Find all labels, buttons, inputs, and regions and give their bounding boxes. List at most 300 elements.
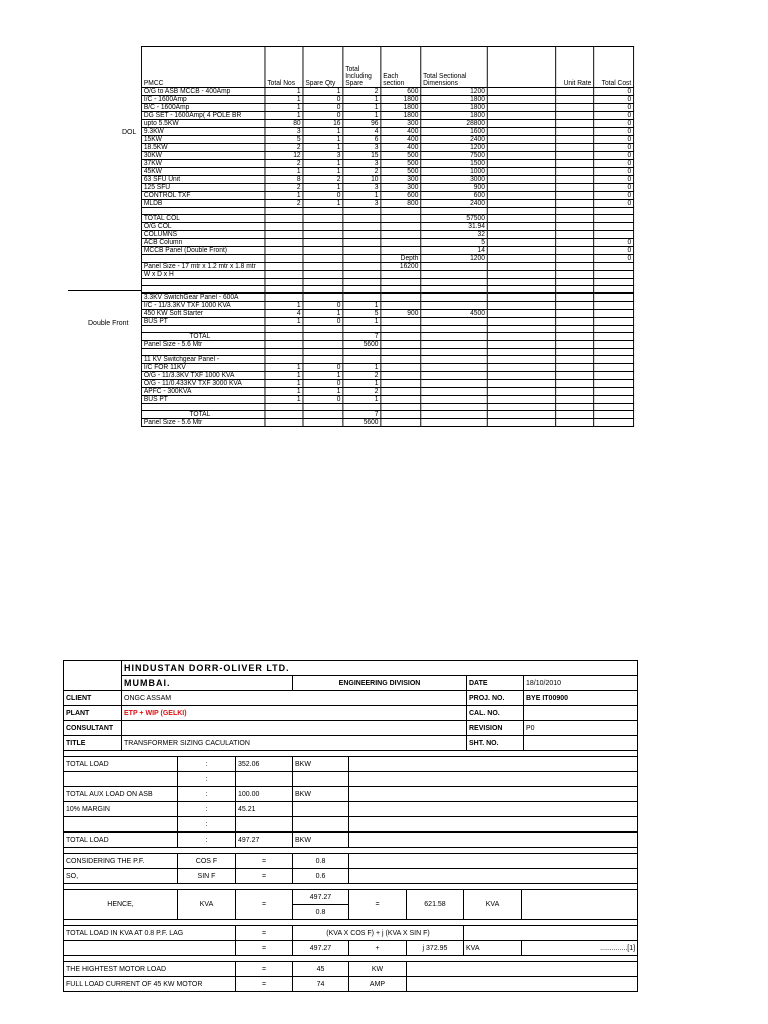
row-cell xyxy=(487,144,555,152)
row-cell: 1 xyxy=(343,380,381,388)
header-total-incl-spare: Total Including Spare xyxy=(343,47,381,88)
row-cell xyxy=(556,223,594,231)
row-cell xyxy=(556,88,594,96)
row-cell: 1000 xyxy=(421,168,488,176)
row-cell xyxy=(556,318,594,326)
row-cell xyxy=(421,302,488,310)
row-cell xyxy=(381,356,421,364)
table-row xyxy=(141,223,633,231)
row-cell xyxy=(381,349,421,356)
row-cell xyxy=(487,255,555,263)
row-cell: 300 xyxy=(381,176,421,184)
table-row xyxy=(141,184,633,192)
row-cell: 1200 xyxy=(421,144,488,152)
row-cell xyxy=(487,168,555,176)
row-cell xyxy=(487,411,555,419)
row-cell: 1200 xyxy=(421,255,488,263)
row-cell xyxy=(343,326,381,333)
row-cell xyxy=(421,271,488,279)
row-cell xyxy=(487,310,555,318)
row-cell xyxy=(487,160,555,168)
row-cell: 5 xyxy=(421,239,488,247)
row-cell: 0 xyxy=(303,96,343,104)
sheet-label: SHT. NO. xyxy=(467,736,524,751)
row-cell xyxy=(594,411,634,419)
row-cell: 4 xyxy=(265,310,303,318)
row-cell: 2 xyxy=(265,160,303,168)
blank-cell xyxy=(349,869,638,884)
row-cell xyxy=(556,341,594,349)
table-row xyxy=(141,364,633,372)
row-cell xyxy=(381,396,421,404)
table-row xyxy=(141,396,633,404)
row-cell: 3 xyxy=(343,160,381,168)
row-cell: 1 xyxy=(265,192,303,200)
row-description xyxy=(141,208,265,215)
aux-load-unit: BKW xyxy=(293,787,349,802)
header-total-cost: Total Cost xyxy=(594,47,634,88)
row-cell xyxy=(381,388,421,396)
row-cell xyxy=(343,255,381,263)
row-cell: 900 xyxy=(381,310,421,318)
row-cell: 4500 xyxy=(421,310,488,318)
row-cell xyxy=(421,318,488,326)
row-cell xyxy=(556,349,594,356)
table-row xyxy=(141,333,633,341)
row-cell: 0 xyxy=(594,168,634,176)
row-cell xyxy=(343,231,381,239)
table-row xyxy=(141,231,633,239)
row-cell xyxy=(487,380,555,388)
row-cell xyxy=(421,341,488,349)
row-cell xyxy=(265,333,303,341)
row-description: DG SET - 1600Amp( 4 POLE BR xyxy=(141,112,265,120)
row-cell xyxy=(303,349,343,356)
table-row xyxy=(141,200,633,208)
colon: : xyxy=(178,787,236,802)
row-description: I/C - 1600Amp xyxy=(141,96,265,104)
total-load2-value: 497.27 xyxy=(236,832,293,848)
row-cell xyxy=(594,310,634,318)
colon: : xyxy=(178,802,236,817)
row-cell xyxy=(556,372,594,380)
row-cell: 2 xyxy=(343,88,381,96)
colon: : xyxy=(178,832,236,848)
row-cell xyxy=(487,176,555,184)
table-row xyxy=(141,104,633,112)
row-cell xyxy=(265,279,303,286)
row-cell xyxy=(556,160,594,168)
row-cell: 15 xyxy=(343,152,381,160)
panel-sheet-table xyxy=(141,46,634,427)
row-cell: 3 xyxy=(265,128,303,136)
row-cell xyxy=(421,419,488,427)
row-cell: 3 xyxy=(303,152,343,160)
blank-cell xyxy=(349,772,638,787)
row-cell: 0 xyxy=(594,152,634,160)
row-cell xyxy=(265,286,303,294)
table-row xyxy=(141,349,633,356)
row-cell xyxy=(556,404,594,411)
row-cell xyxy=(303,286,343,294)
row-cell xyxy=(421,263,488,271)
row-description: 450 KW Soft Starter xyxy=(141,310,265,318)
blank-cell xyxy=(293,817,349,833)
row-cell xyxy=(487,223,555,231)
row-cell xyxy=(381,411,421,419)
row-cell xyxy=(487,388,555,396)
row-description: B/C - 1600Amp xyxy=(141,104,265,112)
row-cell xyxy=(381,239,421,247)
margin-label: 10% MARGIN xyxy=(64,802,178,817)
row-cell: 1 xyxy=(265,302,303,310)
plus-sign: + xyxy=(349,941,407,956)
row-cell: 0 xyxy=(303,192,343,200)
row-cell xyxy=(594,286,634,294)
blank-cell xyxy=(407,962,638,977)
row-cell xyxy=(421,333,488,341)
row-description xyxy=(141,349,265,356)
row-cell xyxy=(487,152,555,160)
divider-line xyxy=(68,290,141,291)
row-cell: 1 xyxy=(265,88,303,96)
row-cell xyxy=(556,419,594,427)
row-cell xyxy=(556,136,594,144)
row-cell xyxy=(265,293,303,302)
table-row xyxy=(141,120,633,128)
table-row xyxy=(141,310,633,318)
row-cell xyxy=(594,318,634,326)
row-cell: 96 xyxy=(343,120,381,128)
row-cell xyxy=(421,279,488,286)
row-cell xyxy=(556,215,594,223)
blank-cell xyxy=(64,817,178,833)
row-cell: 1 xyxy=(303,200,343,208)
row-cell: 1 xyxy=(265,380,303,388)
row-cell xyxy=(487,372,555,380)
row-cell xyxy=(265,356,303,364)
table-row xyxy=(141,176,633,184)
table-row xyxy=(141,326,633,333)
row-cell: 12 xyxy=(265,152,303,160)
row-cell xyxy=(594,271,634,279)
total-load-unit: BKW xyxy=(293,757,349,772)
row-description: 63 SFU Unit xyxy=(141,176,265,184)
row-cell xyxy=(303,231,343,239)
row-cell: 6 xyxy=(343,136,381,144)
table-row xyxy=(141,208,633,215)
row-cell xyxy=(487,404,555,411)
row-cell xyxy=(487,286,555,294)
table-row xyxy=(141,372,633,380)
row-cell xyxy=(556,96,594,104)
row-cell: 14 xyxy=(421,247,488,255)
row-cell: 0 xyxy=(594,192,634,200)
sheet-value xyxy=(524,736,638,751)
table-row xyxy=(141,388,633,396)
row-cell xyxy=(265,419,303,427)
table-row xyxy=(141,168,633,176)
equals: = xyxy=(236,854,293,869)
row-cell xyxy=(381,318,421,326)
row-cell xyxy=(381,208,421,215)
row-cell: 500 xyxy=(381,152,421,160)
table-row xyxy=(141,411,633,419)
row-cell xyxy=(487,333,555,341)
row-cell: 0 xyxy=(594,255,634,263)
proj-label: PROJ. NO. xyxy=(467,691,524,706)
table-row xyxy=(141,144,633,152)
row-cell xyxy=(594,388,634,396)
revision-label: REVISION xyxy=(467,721,524,736)
consultant-value xyxy=(122,721,467,736)
row-cell: 1 xyxy=(303,88,343,96)
row-cell: 1 xyxy=(303,160,343,168)
denominator-value: 0.8 xyxy=(293,905,349,920)
table-row xyxy=(141,419,633,427)
row-description: 45KW xyxy=(141,168,265,176)
row-cell xyxy=(487,326,555,333)
cal-value xyxy=(524,706,638,721)
table-row xyxy=(141,318,633,326)
row-cell: 1 xyxy=(303,144,343,152)
row-description: O/G - 11/0.433KV TXF 3000 KVA xyxy=(141,380,265,388)
blank-cell xyxy=(236,817,293,833)
row-cell: 1 xyxy=(343,396,381,404)
row-cell xyxy=(303,223,343,231)
row-description: CONTROL TXF xyxy=(141,192,265,200)
row-cell xyxy=(421,364,488,372)
row-cell xyxy=(594,364,634,372)
sin-label: SIN F xyxy=(178,869,236,884)
row-cell xyxy=(594,349,634,356)
row-cell: 7500 xyxy=(421,152,488,160)
row-cell: 3 xyxy=(343,184,381,192)
company-name: HINDUSTAN DORR-OLIVER LTD. xyxy=(122,661,638,676)
row-cell xyxy=(556,168,594,176)
kva-unit2: KVA xyxy=(464,941,522,956)
calc-header-table xyxy=(63,660,638,751)
row-cell xyxy=(343,286,381,294)
table-row xyxy=(141,286,633,294)
row-description: 125 SFU xyxy=(141,184,265,192)
row-cell: 1 xyxy=(303,128,343,136)
row-cell xyxy=(556,112,594,120)
row-description: TOTAL xyxy=(141,333,265,341)
row-cell: 1 xyxy=(343,302,381,310)
row-cell xyxy=(381,286,421,294)
row-cell xyxy=(421,404,488,411)
row-description: COLUMNS xyxy=(141,231,265,239)
double-front-label: Double Front xyxy=(88,320,129,327)
table-row xyxy=(141,356,633,364)
row-cell xyxy=(594,302,634,310)
row-cell: 1800 xyxy=(421,96,488,104)
row-cell: 500 xyxy=(381,168,421,176)
row-cell xyxy=(556,263,594,271)
so-label: SO, xyxy=(64,869,178,884)
equals: = xyxy=(236,926,293,941)
row-cell xyxy=(556,208,594,215)
colon: : xyxy=(178,817,236,833)
row-cell xyxy=(487,419,555,427)
row-cell: 1 xyxy=(343,318,381,326)
row-cell xyxy=(556,184,594,192)
aux-load-value: 100.00 xyxy=(236,787,293,802)
row-cell xyxy=(303,263,343,271)
row-cell xyxy=(487,88,555,96)
table-row xyxy=(141,380,633,388)
consultant-label: CONSULTANT xyxy=(64,721,122,736)
row-cell: 8 xyxy=(265,176,303,184)
cos-value: 0.8 xyxy=(293,854,349,869)
row-cell xyxy=(487,396,555,404)
row-cell: 1 xyxy=(265,388,303,396)
row-cell xyxy=(487,104,555,112)
row-cell xyxy=(556,271,594,279)
row-cell xyxy=(594,263,634,271)
row-cell xyxy=(265,271,303,279)
header-blank xyxy=(487,47,555,88)
row-cell xyxy=(556,388,594,396)
row-cell xyxy=(556,152,594,160)
row-description: 18.5KW xyxy=(141,144,265,152)
row-cell: 1 xyxy=(265,96,303,104)
blank-cell xyxy=(293,802,349,817)
kva-unit: KVA xyxy=(464,890,522,920)
row-cell xyxy=(556,326,594,333)
row-cell: 1800 xyxy=(381,96,421,104)
blank-cell xyxy=(407,977,638,992)
row-cell xyxy=(594,372,634,380)
total-load-label: TOTAL LOAD xyxy=(64,757,178,772)
row-cell: 1800 xyxy=(421,104,488,112)
equals: = xyxy=(236,890,293,920)
row-cell xyxy=(303,326,343,333)
client-value: ONGC ASSAM xyxy=(122,691,467,706)
row-cell xyxy=(265,231,303,239)
table-row xyxy=(141,88,633,96)
division-name: ENGINEERING DIVISION xyxy=(293,676,467,691)
row-cell xyxy=(556,144,594,152)
row-cell xyxy=(594,231,634,239)
row-cell xyxy=(487,349,555,356)
row-cell: 3 xyxy=(343,144,381,152)
revision-value: P0 xyxy=(524,721,638,736)
row-cell: Depth xyxy=(381,255,421,263)
row-cell: 1800 xyxy=(421,112,488,120)
equals: = xyxy=(349,890,407,920)
cos-label: COS F xyxy=(178,854,236,869)
row-cell xyxy=(594,223,634,231)
row-cell: 1 xyxy=(265,168,303,176)
row-cell xyxy=(594,419,634,427)
table-row xyxy=(141,271,633,279)
row-cell: 600 xyxy=(381,192,421,200)
table-row xyxy=(141,247,633,255)
table-row xyxy=(141,152,633,160)
row-cell xyxy=(265,215,303,223)
row-cell: 1 xyxy=(343,96,381,104)
row-cell xyxy=(265,247,303,255)
kva-label: KVA xyxy=(178,890,236,920)
row-cell: 1 xyxy=(265,396,303,404)
row-cell xyxy=(487,112,555,120)
kva-value: 621.58 xyxy=(407,890,464,920)
motor-label: THE HIGHTEST MOTOR LOAD xyxy=(64,962,236,977)
row-cell xyxy=(381,419,421,427)
table-row xyxy=(141,192,633,200)
row-cell xyxy=(487,247,555,255)
aux-load-label: TOTAL AUX LOAD ON ASB xyxy=(64,787,178,802)
row-cell: 57500 xyxy=(421,215,488,223)
row-cell xyxy=(594,404,634,411)
row-cell: 1 xyxy=(265,318,303,326)
row-description: APFC - 300KVA xyxy=(141,388,265,396)
table-row xyxy=(141,255,633,263)
row-cell xyxy=(421,349,488,356)
row-cell: 1800 xyxy=(381,112,421,120)
row-cell xyxy=(303,271,343,279)
row-cell: 4 xyxy=(343,128,381,136)
row-description: TOTAL COL xyxy=(141,215,265,223)
row-cell xyxy=(265,223,303,231)
row-cell xyxy=(556,192,594,200)
row-description: 37KW xyxy=(141,160,265,168)
row-cell xyxy=(487,192,555,200)
row-cell xyxy=(487,279,555,286)
blank-cell xyxy=(236,772,293,787)
row-cell xyxy=(556,104,594,112)
row-description xyxy=(141,286,265,294)
table-row xyxy=(141,263,633,271)
panel-header-row xyxy=(141,47,633,88)
blank-cell xyxy=(349,817,638,833)
header-unit-rate: Unit Rate xyxy=(556,47,594,88)
row-cell xyxy=(381,404,421,411)
row-description: O/G to ASB MCCB - 400Amp xyxy=(141,88,265,96)
row-cell xyxy=(556,380,594,388)
motor-value: 45 xyxy=(293,962,349,977)
equals: = xyxy=(236,962,293,977)
row-cell: 2400 xyxy=(421,200,488,208)
row-cell: 16 xyxy=(303,120,343,128)
row-cell: 300 xyxy=(381,120,421,128)
row-cell xyxy=(556,247,594,255)
row-cell xyxy=(594,326,634,333)
dol-label: DOL xyxy=(122,129,137,136)
row-cell: 5 xyxy=(265,136,303,144)
blank-cell xyxy=(522,890,638,920)
row-cell xyxy=(303,279,343,286)
row-cell xyxy=(487,293,555,302)
plant-value: ETP + WIP (GELKI) xyxy=(122,706,467,721)
table-row xyxy=(141,128,633,136)
row-cell xyxy=(303,356,343,364)
row-cell xyxy=(487,302,555,310)
row-description: I/C FOR 11KV xyxy=(141,364,265,372)
row-cell: 1 xyxy=(343,112,381,120)
row-cell: 0 xyxy=(594,128,634,136)
table-row xyxy=(141,136,633,144)
row-cell: 1 xyxy=(265,364,303,372)
row-cell xyxy=(556,293,594,302)
row-cell: 10 xyxy=(343,176,381,184)
row-cell xyxy=(556,231,594,239)
row-cell xyxy=(421,396,488,404)
row-cell xyxy=(594,380,634,388)
row-cell: 0 xyxy=(594,247,634,255)
